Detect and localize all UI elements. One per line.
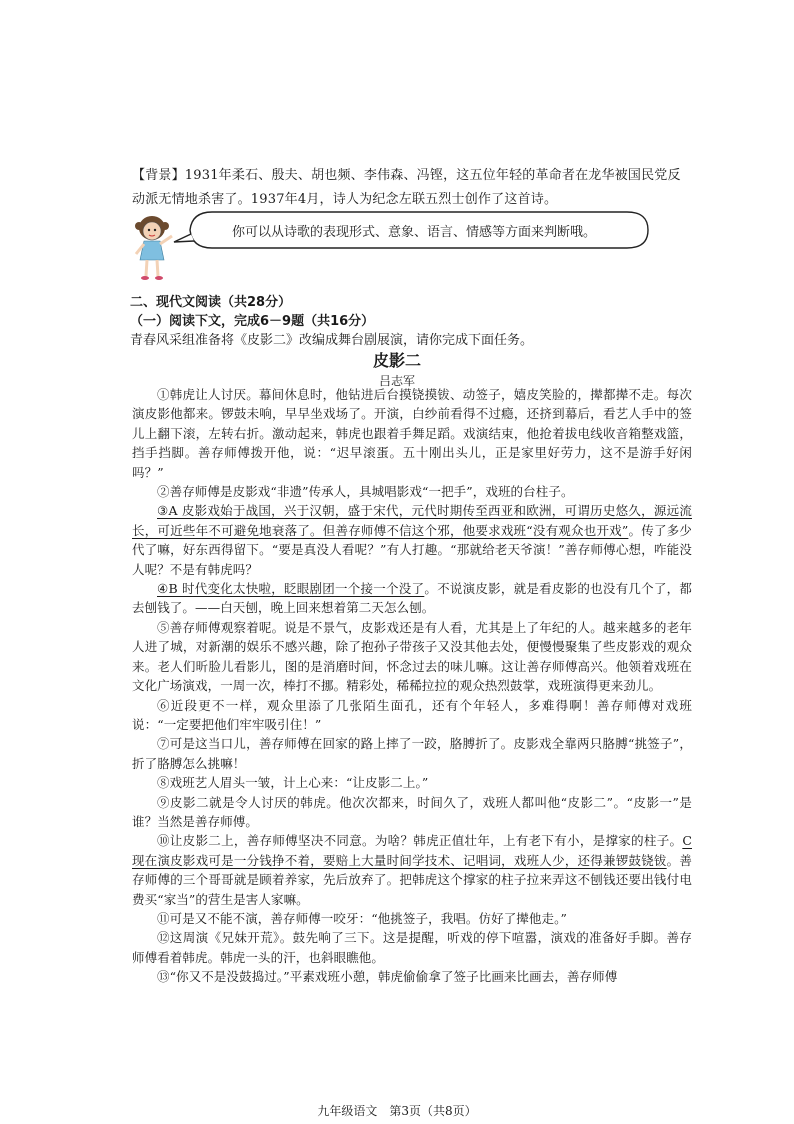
hint-speech-bubble — [172, 208, 652, 252]
paragraph-9: ⑨皮影二就是令人讨厌的韩虎。他次次都来，时间久了，戏班人都叫他“皮影二”。“皮影一”是谁？当然是善存师傅。 — [132, 794, 692, 829]
article-author: 吕志军 — [378, 374, 415, 388]
underlined-sentence-a: ③A 皮影戏始于战国，兴于汉朝，盛于宋代，元代时期传至西亚和欧洲，可谓历史悠久，源远流长，可近些年不可避免地衰落了。但善存师傅不信这个邪，他要求戏班“没有观众也开戏” — [132, 503, 692, 538]
paragraph-7: ⑦可是这当口儿，善存师傅在回家的路上摔了一跤，胳膊折了。皮影戏全靠两只胳膊“挑签子”，折了胳膊怎么挑嘛！ — [132, 736, 692, 771]
paragraph-11: ⑪可是又不能不演，善存师傅一咬牙：“他挑签子，我唱。仿好了撵他走。” — [157, 910, 567, 926]
task-instruction: 青春风采组准备将《皮影二》改编成舞台剧展演，请你完成下面任务。 — [130, 333, 534, 348]
paragraph-2: ②善存师傅是皮影戏“非遗”传承人，具城唱影戏“一把手”，戏班的台柱子。 — [157, 484, 574, 500]
subsection-heading: （一）阅读下文，完成6－9题（共16分） — [130, 314, 375, 329]
underlined-sentence-c: C 现在演皮影戏可是一分钱挣不着，要赔上大量时间学技术、记唱词，戏班人少，还得兼锣鼓铙钹 — [132, 833, 692, 868]
paragraph-1: ①韩虎让人讨厌。幕间休息时，他钻进后台摸铙摸钹、动签子，嬉皮笑脸的，撵都撵不走。每次演皮影他都来。锣鼓未响，早早坐戏场了。开演，白纱前看得不过瘾，还挤到幕后，看艺人手中的签儿上翻下滚，左转右折。激动起来，韩虎也跟着手舞足蹈。戏演结束，他抢着拔电线收音箱整戏篮，挡手挡脚。善存师傅拨开他，说：“迟早滚蛋。五十刚出头儿，正是家里好劳力，这不是游手好闲吗？” — [132, 387, 692, 480]
article-body — [132, 385, 692, 987]
paragraph-8: ⑧戏班艺人眉头一皱，计上心来：“让皮影二上。” — [157, 775, 429, 791]
underlined-sentence-b: ④B 时代变化太快啦，眨眼剧团一个接一个没了 — [157, 581, 425, 597]
paragraph-13: ⑬“你又不是没鼓捣过。”平素戏班小憩，韩虎偷偷拿了签子比画来比画去，善存师傅 — [157, 969, 618, 985]
paragraph-12: ⑫这周演《兄妹开荒》。鼓先响了三下。这是提醒，听戏的停下喧嚣，演戏的准备好手脚。善存师傅看着韩虎。韩虎一头的汗，也斜眼瞧他。 — [132, 930, 692, 965]
paragraph-10: ⑩让皮影二上，善存师傅坚决不同意。为啥？韩虎正值壮年，上有老下有小，是撑家的柱子。C 现在演皮影戏可是一分钱挣不着，要赔上大量时间学技术、记唱词，戏班人少，还得兼锣鼓铙钹。善存师傅的三个哥哥就是顾着养家，先后放弃了。把韩虎这个撑家的柱子拉来弄这不刨钱还要出钱付电费买“家当”的营生是害人家嘛。 — [132, 833, 693, 907]
background-note: 【背景】1931年柔石、殷夫、胡也频、李伟森、冯铿，这五位年轻的革命者在龙华被国民党反动派无情地杀害了。1937年4月，诗人为纪念左联五烈士创作了这首诗。 — [132, 168, 681, 207]
page-footer: 九年级语文 第3页（共8页） — [317, 1104, 477, 1118]
paragraph-3: ③A 皮影戏始于战国，兴于汉朝，盛于宋代，元代时期传至西亚和欧洲，可谓历史悠久，源远流长，可近些年不可避免地衰落了。但善存师傅不信这个邪，他要求戏班“没有观众也开戏”。传了多少代了嘛，好东西得留下。“要是真没人看呢？”有人打趣。“那就给老天爷演！”善存师傅心想，咋能没人呢？不是有韩虎吗？ — [132, 503, 692, 577]
paragraph-4: ④B 时代变化太快啦，眨眼剧团一个接一个没了。不说演皮影，就是看皮影的也没有几个了，都去刨钱了。——白天刨，晚上回来想着第二天怎么刨。 — [132, 581, 692, 616]
paragraph-6: ⑥近段更不一样，观众里添了几张陌生面孔，还有个年轻人，多难得啊！善存师傅对戏班说：“一定要把他们牢牢吸引住！” — [132, 697, 692, 732]
hint-text: 你可以从诗歌的表现形式、意象、语言、情感等方面来判断哦。 — [232, 225, 597, 240]
paragraph-5: ⑤善存师傅观察着呢。说是不景气，皮影戏还是有人看，尤其是上了年纪的人。越来越多的老年人进了城，对新潮的娱乐不感兴趣，除了抱孙子带孩子又没其他去处，便慢慢聚集了些皮影戏的观众来。老人们昕脸儿看影儿，图的是消磨时间，怀念过去的味儿嘛。这让善存师傅高兴。他领着戏班在文化广场演戏，一周一次，棒打不挪。精彩处，稀稀拉拉的观众热烈鼓掌，戏班演得更来劲儿。 — [132, 619, 692, 694]
section-heading: 二、现代文阅读（共28分） — [130, 295, 292, 310]
cartoon-girl-icon — [128, 214, 178, 284]
article-title: 皮影二 — [372, 351, 421, 370]
